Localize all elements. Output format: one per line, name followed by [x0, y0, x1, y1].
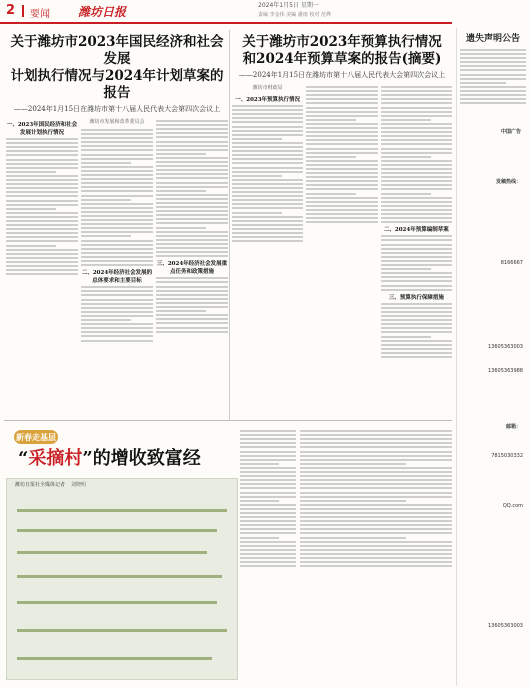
- phone-number: 13605363003: [488, 623, 523, 629]
- body-text: [381, 235, 452, 290]
- article-subtitle: ——2024年1月15日在潍坊市第十八届人民代表大会第四次会议上: [238, 71, 446, 79]
- classifieds-rail: [456, 28, 529, 686]
- body-text: [381, 303, 452, 358]
- photo-author: 刘晓明: [71, 482, 87, 488]
- feature-title: “采摘村”的增收致富经: [18, 448, 201, 469]
- rail-label: 发稿热线：: [495, 179, 521, 185]
- body-text: [232, 105, 303, 242]
- feature-banner: [6, 428, 236, 478]
- section-name: 要闻: [30, 9, 50, 20]
- body-text: [306, 86, 377, 223]
- section-head: 三、预算执行保障措施: [388, 294, 444, 301]
- article-byline: 潍坊市发展和改革委员会: [89, 119, 145, 125]
- column-1: [6, 118, 78, 344]
- notice-title: 遗失声明公告: [465, 34, 520, 44]
- column-1: [232, 84, 303, 360]
- article-title: 关于潍坊市2023年国民经济和社会发展 计划执行情况与2024年计划草案的报告: [10, 34, 224, 101]
- body-text: [381, 86, 452, 223]
- editor-credits: 责编 李金伟 美编 潘雨 校对 范烨: [258, 12, 331, 18]
- email-domain: QQ.com: [502, 503, 523, 509]
- body-text: [156, 120, 228, 257]
- rail-label: 邮箱：: [505, 424, 521, 430]
- article-body: [6, 118, 228, 344]
- photo-caption: 潍坊日报社全媒体记者: [15, 482, 66, 488]
- column-3: [156, 118, 228, 344]
- section-head: 三、2024年经济社会发展重点任务和政策措施: [156, 261, 228, 276]
- article-subtitle: ——2024年1月15日在潍坊市第十八届人民代表大会第四次会议上: [13, 105, 221, 113]
- section-head: 一、2023年国民经济和社会发展计划执行情况: [6, 122, 78, 136]
- notices-column: [300, 428, 452, 678]
- column-divider: [229, 30, 230, 420]
- budget-report: [232, 30, 452, 360]
- issue-date: 2024年1月5日 星期一: [258, 2, 319, 9]
- series-badge: 新春走基层: [16, 432, 56, 442]
- column-3: [381, 84, 452, 360]
- phone-number: 13605363003: [488, 344, 523, 350]
- feature-body: [240, 428, 296, 678]
- economic-plan-report: [6, 30, 228, 344]
- phone-number: 8166667: [500, 260, 523, 266]
- section-head: 二、2024年经济社会发展的总体要求和主要目标: [81, 270, 153, 285]
- masthead: [0, 0, 452, 24]
- column-2: [81, 118, 153, 344]
- section-divider: [4, 420, 452, 421]
- notice-text: [457, 49, 529, 104]
- body-text: [81, 129, 153, 266]
- column-2: [306, 84, 377, 360]
- section-head: 一、2023年预算执行情况: [235, 97, 301, 103]
- section-head: 二、2024年预算编制草案: [383, 227, 449, 234]
- article-byline: 潍坊市财政局: [252, 85, 283, 91]
- greenhouse-photo: [6, 478, 238, 680]
- body-text: [300, 430, 452, 567]
- phone-number: 7815030332: [491, 453, 523, 459]
- body-text: [81, 286, 153, 341]
- page-number: 2: [6, 3, 16, 18]
- rail-label: 中国广告: [500, 129, 521, 135]
- body-text: [240, 430, 296, 567]
- masthead-separator: [22, 5, 24, 17]
- phone-number: 13605363988: [488, 368, 523, 374]
- article-title: 关于潍坊市2023年预算执行情况 和2024年预算草案的报告(摘要): [242, 34, 442, 67]
- article-body: [232, 84, 452, 360]
- body-text: [6, 138, 78, 275]
- body-text: [156, 277, 228, 332]
- paper-logo: 潍坊日报: [78, 5, 127, 19]
